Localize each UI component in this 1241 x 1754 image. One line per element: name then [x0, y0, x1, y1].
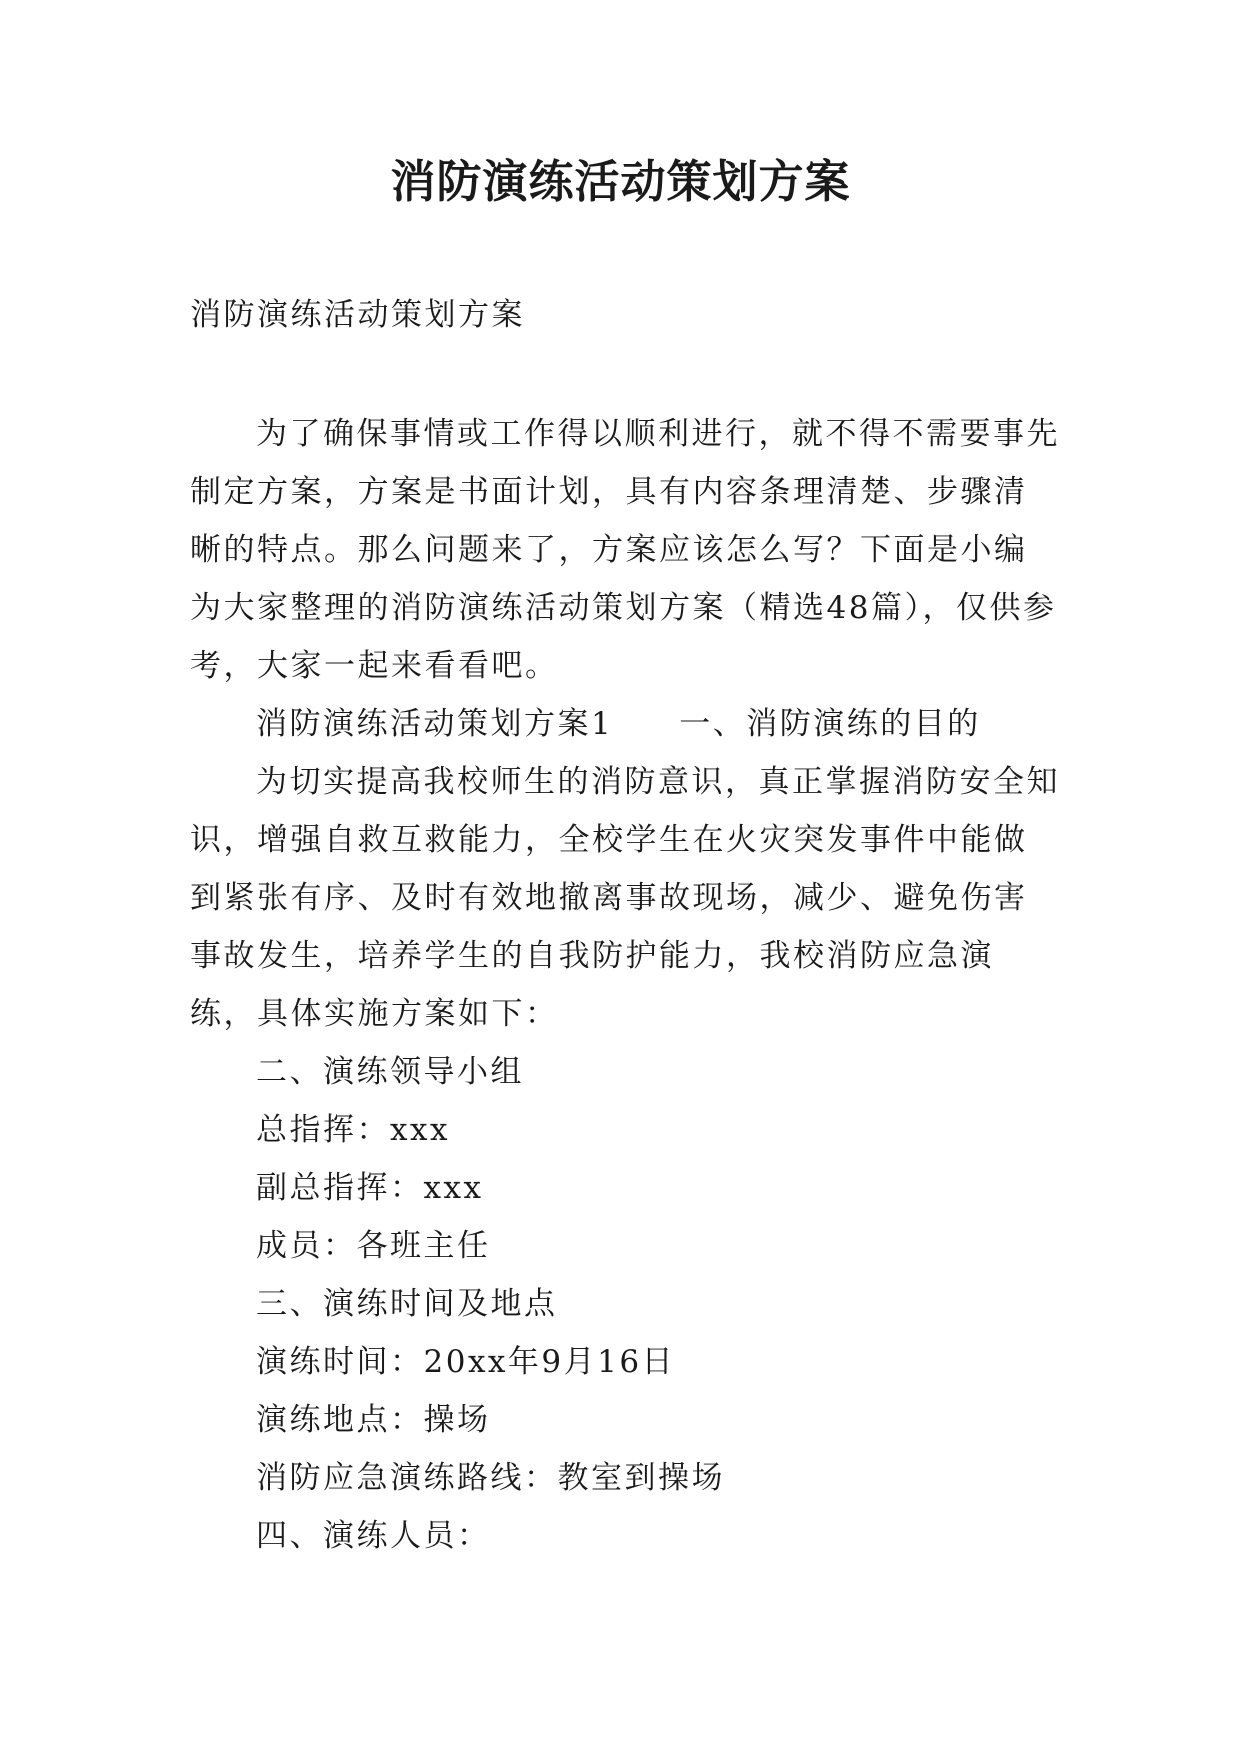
deputy-commander-line: 副总指挥：xxx	[256, 1170, 484, 1206]
drill-time-line: 演练时间：20xx年9月16日	[256, 1344, 676, 1380]
section3-heading: 三、演练时间及地点	[256, 1286, 558, 1322]
section1-paragraph: 为切实提高我校师生的消防意识，真正掌握消防安全知识，增强自救互救能力，全校学生在火灾突发事件中能做到紧张有序、及时有效地撤离事故现场，减少、避免伤害事故发生，培养学生的自我防护能力，我校消防应急演练，具体实施方案如下：	[190, 764, 1060, 1032]
drill-place-line: 演练地点：操场	[256, 1402, 491, 1438]
plan-heading: 消防演练活动策划方案1	[256, 706, 614, 742]
commander-line: 总指挥：xxx	[256, 1112, 450, 1148]
document-title: 消防演练活动策划方案	[390, 155, 851, 208]
document-body	[190, 405, 1060, 1565]
document-subtitle: 消防演练活动策划方案	[190, 297, 525, 333]
section2-heading: 二、演练领导小组	[256, 1054, 524, 1090]
drill-route-line: 消防应急演练路线：教室到操场	[256, 1460, 725, 1496]
section1-heading: 一、消防演练的目的	[679, 706, 981, 742]
plan-heading-line	[190, 695, 1060, 753]
intro-paragraph: 为了确保事情或工作得以顺利进行，就不得不需要事先制定方案，方案是书面计划，具有内容条理清楚、步骤清晰的特点。那么问题来了，方案应该怎么写？下面是小编为大家整理的消防演练活动策划方案（精选48篇），仅供参考，大家一起来看看吧。	[190, 416, 1060, 684]
section4-heading: 四、演练人员：	[256, 1518, 491, 1554]
members-line: 成员：各班主任	[256, 1228, 491, 1264]
